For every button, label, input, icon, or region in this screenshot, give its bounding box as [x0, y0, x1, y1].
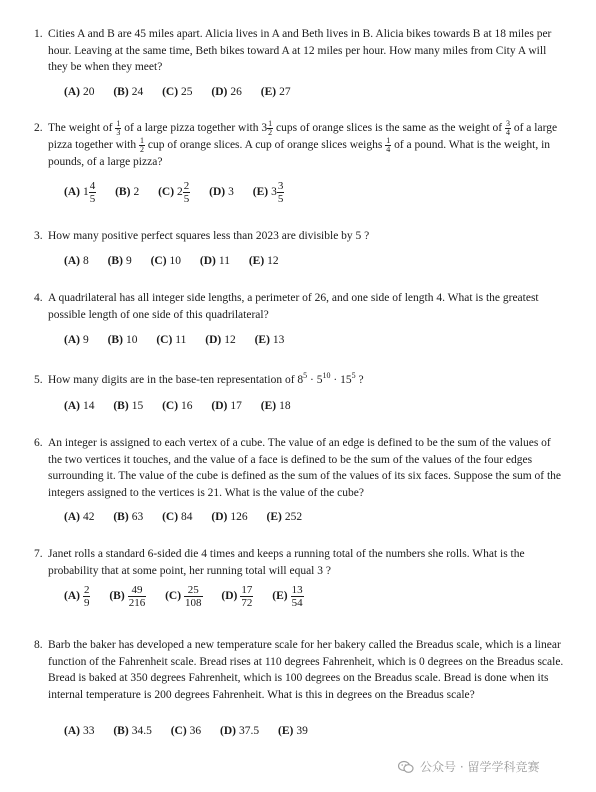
question-number: 6. — [34, 437, 43, 449]
question-number: 2. — [34, 122, 43, 134]
choice-e[interactable]: (E) $\frac{13}{54}$ — [272, 584, 303, 609]
choice-e[interactable]: (E) 27 — [260, 86, 291, 99]
choice-a[interactable]: (A) 33 — [64, 725, 95, 738]
choice-c[interactable]: (C) 16 — [162, 400, 193, 413]
question-number: 1. — [34, 28, 43, 40]
choice-b[interactable]: (B) 15 — [113, 400, 144, 413]
choice-e[interactable]: (E) 12 — [248, 255, 279, 268]
answer-choices — [64, 180, 300, 205]
choice-c[interactable]: (C) 10 — [150, 255, 182, 268]
question-1 — [34, 26, 564, 99]
choice-d[interactable]: (D) 17 — [211, 400, 242, 413]
choice-c[interactable]: (C) 25 — [162, 86, 193, 99]
choice-b[interactable]: (B) 2 — [115, 186, 140, 199]
question-number: 3. — [34, 230, 43, 242]
choice-a[interactable]: (A) 9 — [64, 334, 89, 347]
question-8 — [34, 637, 564, 738]
choice-c[interactable]: (C) 2 $\frac{2}{5}$ — [158, 180, 190, 205]
choice-b[interactable]: (B) 10 — [107, 334, 138, 347]
question-stem: An integer is assigned to each vertex of a cube. The value of an edge is defined to be the sum of the values of the two vertices it touches, and the value of a face is defined to be the sum of the values of the four edges surrounding it. The value of the cube is defined as the sum of the values of its six faces. Suppose the sum of the integers assigned to the vertices is 21. What is the value of the cube? — [48, 437, 562, 499]
watermark — [398, 758, 539, 775]
fraction: $\frac{1}{3}$ — [116, 119, 121, 137]
question-number: 5. — [34, 374, 43, 386]
choice-a[interactable]: (A) $\frac{2}{9}$ — [64, 584, 90, 609]
question-stem: Cities A and B are 45 miles apart. Alicia lives in A and Beth lives in B. Alicia bikes towards B at 18 miles per hour. Leaving at the same time, Beth bikes toward A at 12 miles per hour. How many miles from City A will they be when they meet? — [48, 28, 552, 73]
answer-choices — [64, 398, 307, 415]
question-stem: How many positive perfect squares less than 2023 are divisible by 5 ? — [48, 230, 370, 242]
question-5 — [34, 371, 564, 413]
answer-choices — [64, 84, 307, 101]
fraction: $\frac{1}{4}$ — [386, 136, 391, 154]
question-number: 4. — [34, 292, 43, 304]
question-2 — [34, 119, 564, 205]
fraction: $\frac{1}{2}$ — [268, 119, 273, 137]
choice-b[interactable]: (B) 24 — [113, 86, 144, 99]
question-4 — [34, 290, 564, 347]
question-number: 7. — [34, 548, 43, 560]
choice-c[interactable]: (C) 84 — [162, 511, 193, 524]
question-7 — [34, 546, 564, 609]
choice-c[interactable]: (C) 11 — [156, 334, 187, 347]
wechat-icon — [398, 760, 414, 774]
question-stem: Janet rolls a standard 6-sided die 4 times and keeps a running total of the numbers she rolls. What is the probability that at some point, her running total will equal 3 ? — [48, 548, 525, 577]
choice-e[interactable]: (E) 13 — [254, 334, 285, 347]
choice-d[interactable]: (D) 11 — [199, 255, 230, 268]
answer-choices — [64, 253, 295, 270]
choice-d[interactable]: (D) 37.5 — [220, 725, 260, 738]
question-6 — [34, 435, 564, 524]
fraction: $\frac{3}{4}$ — [505, 119, 510, 137]
choice-e[interactable]: (E) 18 — [260, 400, 291, 413]
choice-a[interactable]: (A) 42 — [64, 511, 95, 524]
choice-d[interactable]: (D) $\frac{17}{72}$ — [221, 584, 253, 609]
answer-choices — [64, 584, 320, 609]
answer-choices — [64, 332, 300, 349]
choice-d[interactable]: (D) 3 — [209, 186, 234, 199]
choice-c[interactable]: (C) 36 — [170, 725, 202, 738]
answer-choices — [64, 723, 324, 740]
question-stem: A quadrilateral has all integer side lengths, a perimeter of 26, and one side of length 4. What is the greatest possible length of one side of this quadrilateral? — [48, 292, 539, 321]
question-stem: How many digits are in the base-ten representation of $8^5 \cdot 5^{10} \cdot 15^5$ ? — [48, 371, 364, 386]
question-stem: The weight of $\frac{1}{3}$ of a large pizza together with 3 $\frac{1}{2}$ cups of orange slices is the same as the weight of $\frac{3}{4}$ of a large pizza together with $\frac{1}{2}$ cup of orange slices. A cup of orange slices weighs $\frac{1}{4}$ of a pound. What is the weight, in pounds, of a large pizza? — [48, 119, 558, 168]
question-number: 8. — [34, 639, 43, 651]
watermark-text: 公众号 · 留学学科竞赛 — [420, 760, 540, 774]
choice-e[interactable]: (E) 39 — [278, 725, 308, 738]
choice-d[interactable]: (D) 12 — [205, 334, 236, 347]
choice-e[interactable]: (E) 252 — [266, 511, 303, 524]
choice-e[interactable]: (E) 3 $\frac{3}{5}$ — [252, 180, 284, 205]
choice-d[interactable]: (D) 26 — [211, 86, 242, 99]
choice-a[interactable]: (A) 14 — [64, 400, 95, 413]
choice-a[interactable]: (A) 8 — [64, 255, 89, 268]
choice-b[interactable]: (B) 63 — [113, 511, 144, 524]
choice-b[interactable]: (B) 9 — [107, 255, 132, 268]
choice-d[interactable]: (D) 126 — [211, 511, 248, 524]
choice-c[interactable]: (C) $\frac{25}{108}$ — [165, 584, 202, 609]
choice-b[interactable]: (B) $\frac{49}{216}$ — [109, 584, 146, 609]
fraction: $\frac{1}{2}$ — [140, 136, 145, 154]
choice-a[interactable]: (A) 1 $\frac{4}{5}$ — [64, 180, 96, 205]
question-stem: Barb the baker has developed a new temperature scale for her bakery called the Breadus scale, which is a linear function of the Fahrenheit scale. Bread rises at 110 degrees Fahrenheit, which is 0 degrees on the Breadus scale. Bread is baked at 350 degrees Fahrenheit, which is 100 degrees on the Breadus scale. Bread is done when its internal temperature is 200 degrees Fahrenheit. What is this in degrees on the Breadus scale? — [48, 639, 564, 701]
choice-b[interactable]: (B) 34.5 — [113, 725, 152, 738]
answer-choices — [64, 509, 318, 526]
question-3 — [34, 228, 564, 268]
choice-a[interactable]: (A) 20 — [64, 86, 95, 99]
